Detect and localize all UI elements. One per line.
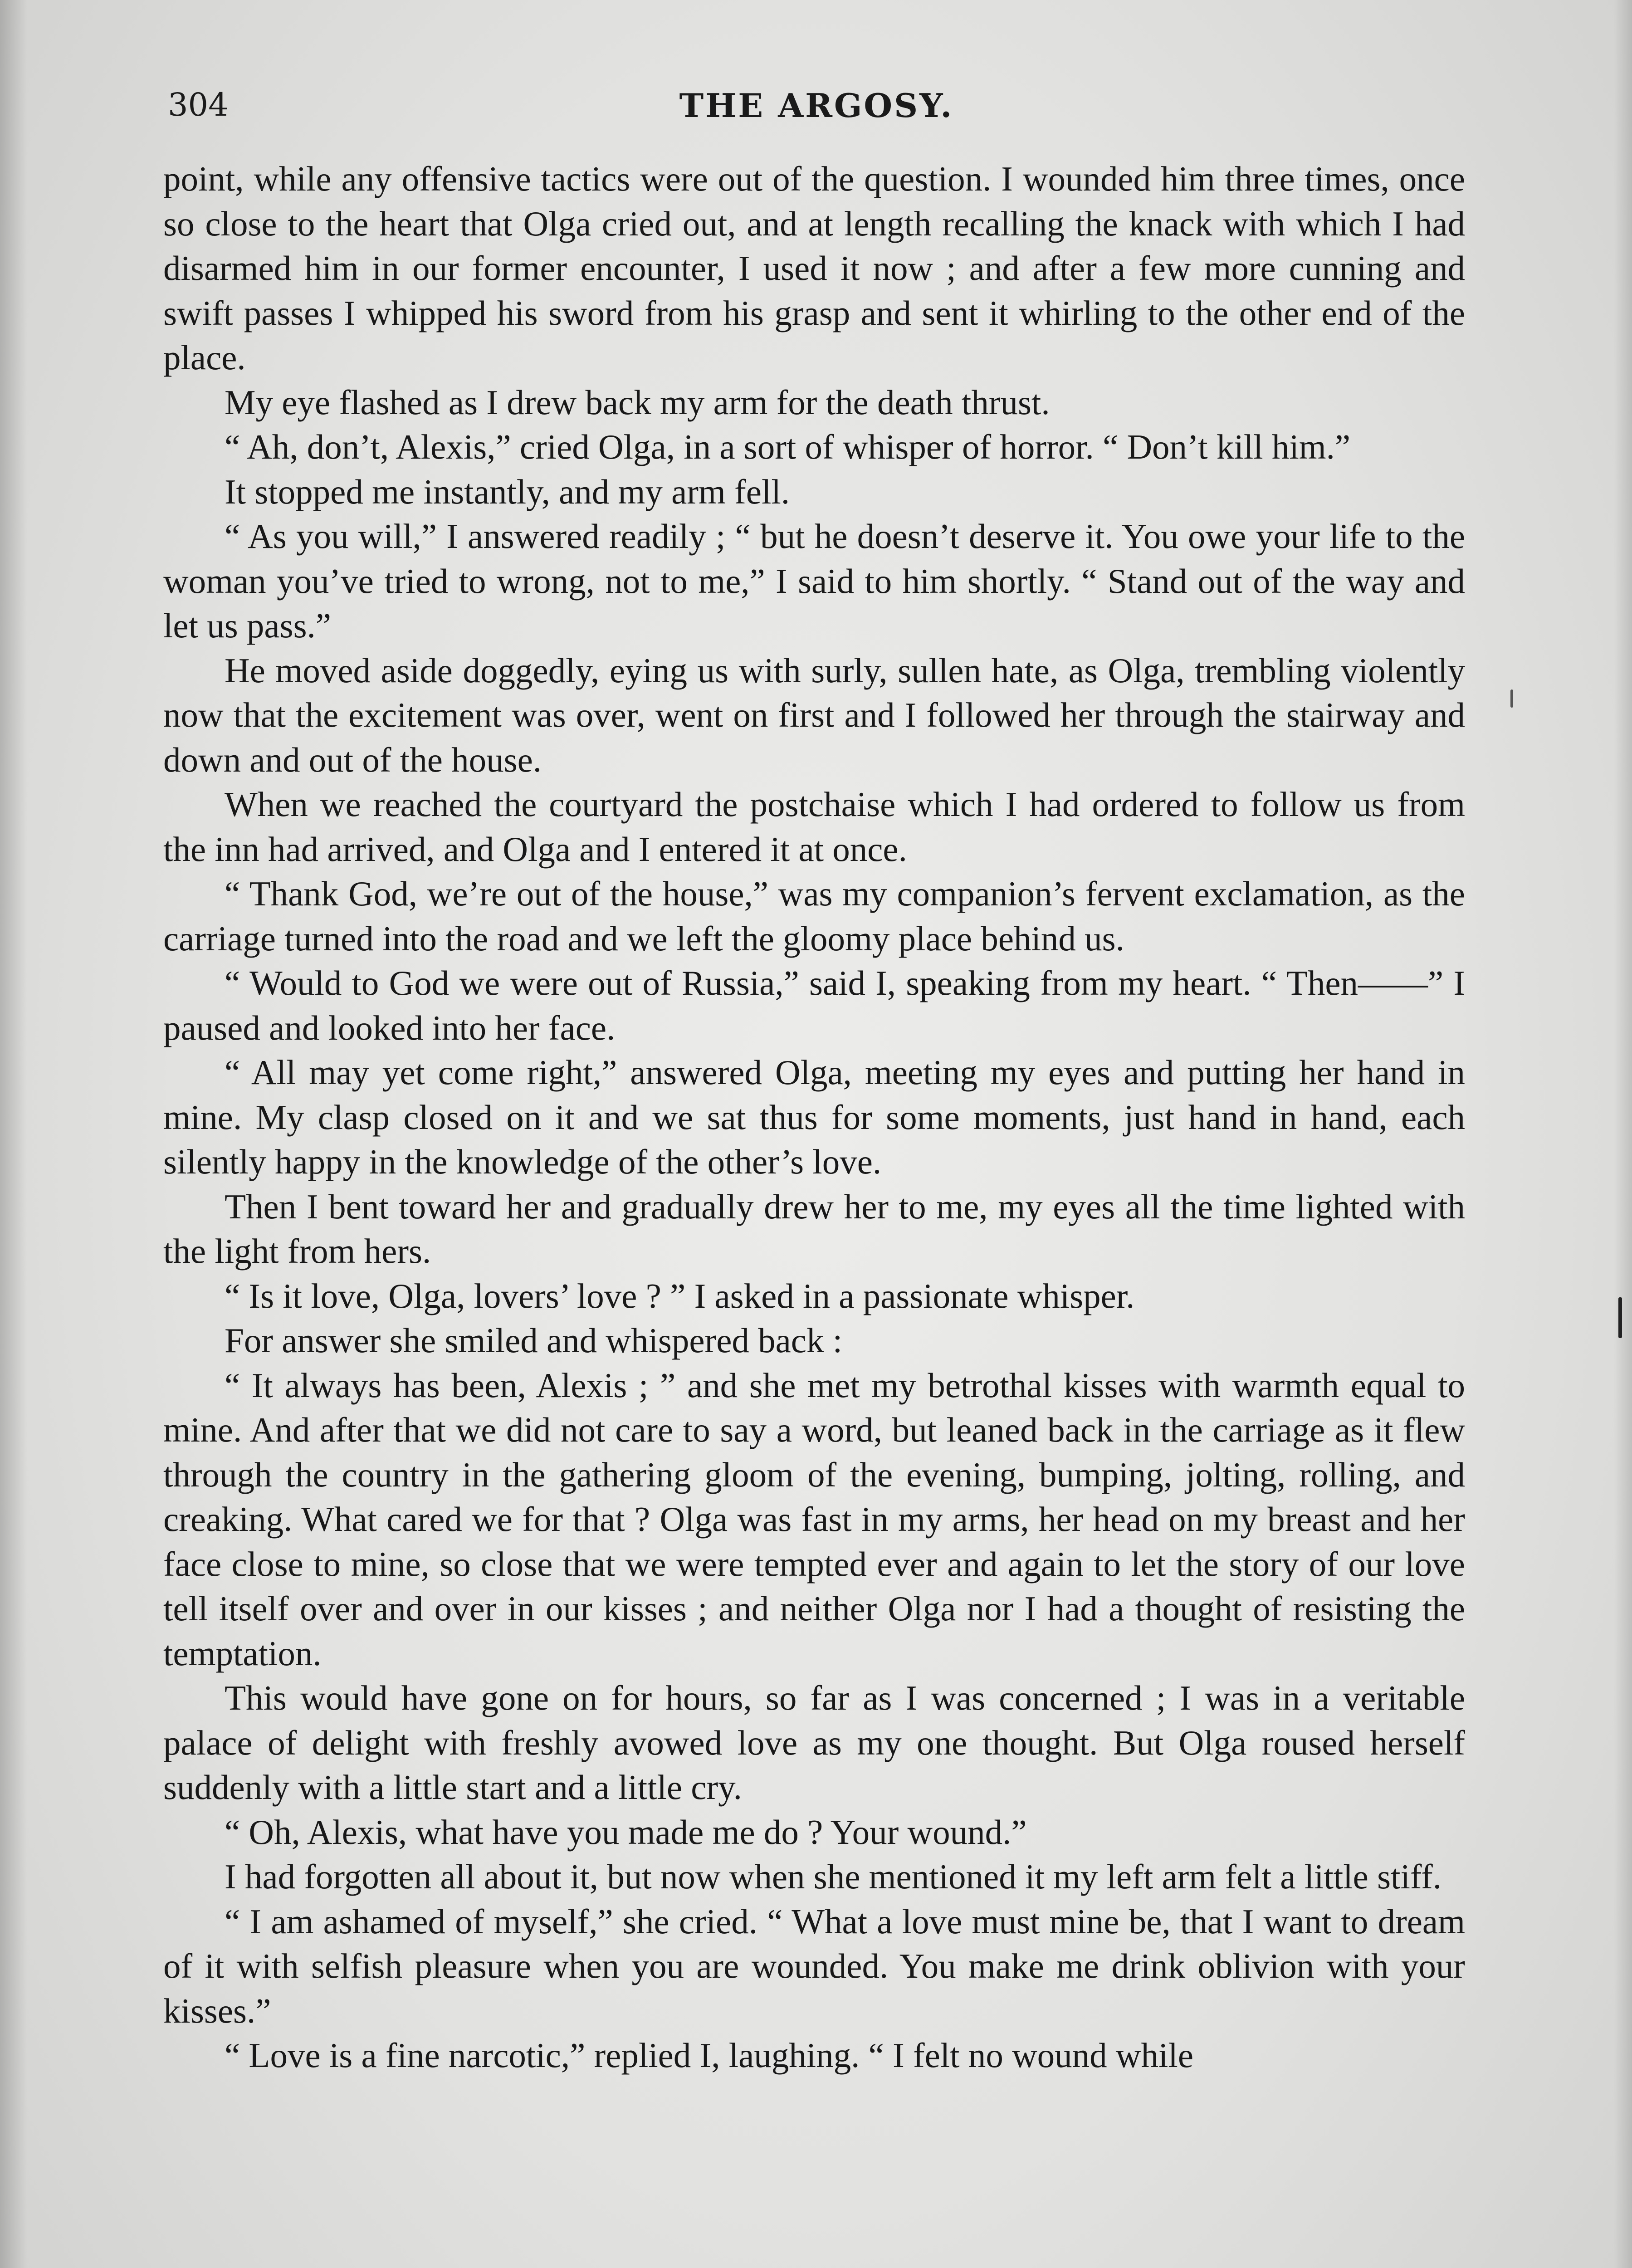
scan-mark xyxy=(1510,689,1513,708)
journal-title: THE ARGOSY. xyxy=(679,86,954,125)
paragraph: “ As you will,” I answered readily ; “ but he doesn’t deserve it. You owe your life to the woman you’ve tried to wrong, not to me,” I said to him shortly. “ Stand out of the way and let us pass.” xyxy=(163,517,1465,645)
story-text xyxy=(163,156,1465,2078)
paragraph: It stopped me instantly, and my arm fell. xyxy=(225,472,790,511)
page-edge-shadow xyxy=(1614,0,1632,2268)
paragraph: “ It always has been, Alexis ; ” and she met my betrothal kisses with warmth equal to mine. And after that we did not care to say a word, but leaned back in the carriage as it flew through the country in the gathering gloom of the evening, bumping, jolting, rolling, and creaking. What cared we for that ? Olga was fast in my arms, her head on my breast and her face close to mine, so close that we were tempted ever and again to let the story of our love tell itself over and over in our kisses ; and neither Olga nor I had a thought of resisting the temptation. xyxy=(163,1365,1465,1673)
paragraph: “ Would to God we were out of Russia,” said I, speaking from my heart. “ Then——” I paused and looked into her face. xyxy=(163,963,1465,1047)
paragraph: When we reached the courtyard the postchaise which I had ordered to follow us from the inn had arrived, and Olga and I entered it at once. xyxy=(163,785,1465,869)
running-head xyxy=(168,82,1465,136)
paragraph: For answer she smiled and whispered back : xyxy=(225,1321,843,1360)
scan-mark xyxy=(1618,1297,1622,1338)
paragraph: point, while any offensive tactics were out of the question. I wounded him three times, once so close to the heart that Olga cried out, and at length recalling the knack with which I had disarmed him in our former encounter, I used it now ; and after a few more cunning and swift passes I whipped his sword from his grasp and sent it whirling to the other end of the place. xyxy=(163,159,1465,377)
paragraph: “ Ah, don’t, Alexis,” cried Olga, in a sort of whisper of horror. “ Don’t kill him.” xyxy=(225,427,1351,466)
paragraph: I had forgotten all about it, but now when she mentioned it my left arm felt a little stiff. xyxy=(225,1857,1442,1896)
paragraph: My eye flashed as I drew back my arm for the death thrust. xyxy=(225,382,1050,422)
paragraph: Then I bent toward her and gradually drew her to me, my eyes all the time lighted with the light from hers. xyxy=(163,1187,1465,1271)
page-number: 304 xyxy=(168,86,229,123)
paragraph: “ Oh, Alexis, what have you made me do ? Your wound.” xyxy=(225,1812,1027,1852)
paragraph: “ All may yet come right,” answered Olga, meeting my eyes and putting her hand in mine. My clasp closed on it and we sat thus for some moments, just hand in hand, each silently happy in the knowledge of the other’s love. xyxy=(163,1053,1465,1181)
page-edge-shadow xyxy=(0,0,27,2268)
paragraph: He moved aside doggedly, eying us with surly, sullen hate, as Olga, trembling violently now that the excitement was over, went on first and I followed her through the stairway and down and out of the house. xyxy=(163,650,1465,779)
paragraph: This would have gone on for hours, so far as I was concerned ; I was in a veritable palace of delight with freshly avowed love as my one thought. But Olga roused herself suddenly with a little start and a little cry. xyxy=(163,1678,1465,1807)
paragraph: “ I am ashamed of myself,” she cried. “ What a love must mine be, that I want to dream of it with selfish pleasure when you are wounded. You make me drink oblivion with your kisses.” xyxy=(163,1901,1465,2030)
paragraph: “ Thank God, we’re out of the house,” was my companion’s fervent exclamation, as the carriage turned into the road and we left the gloomy place behind us. xyxy=(163,874,1465,958)
paragraph: “ Is it love, Olga, lovers’ love ? ” I asked in a passionate whisper. xyxy=(225,1276,1135,1315)
paragraph: “ Love is a fine narcotic,” replied I, laughing. “ I felt no wound while xyxy=(225,2036,1193,2075)
